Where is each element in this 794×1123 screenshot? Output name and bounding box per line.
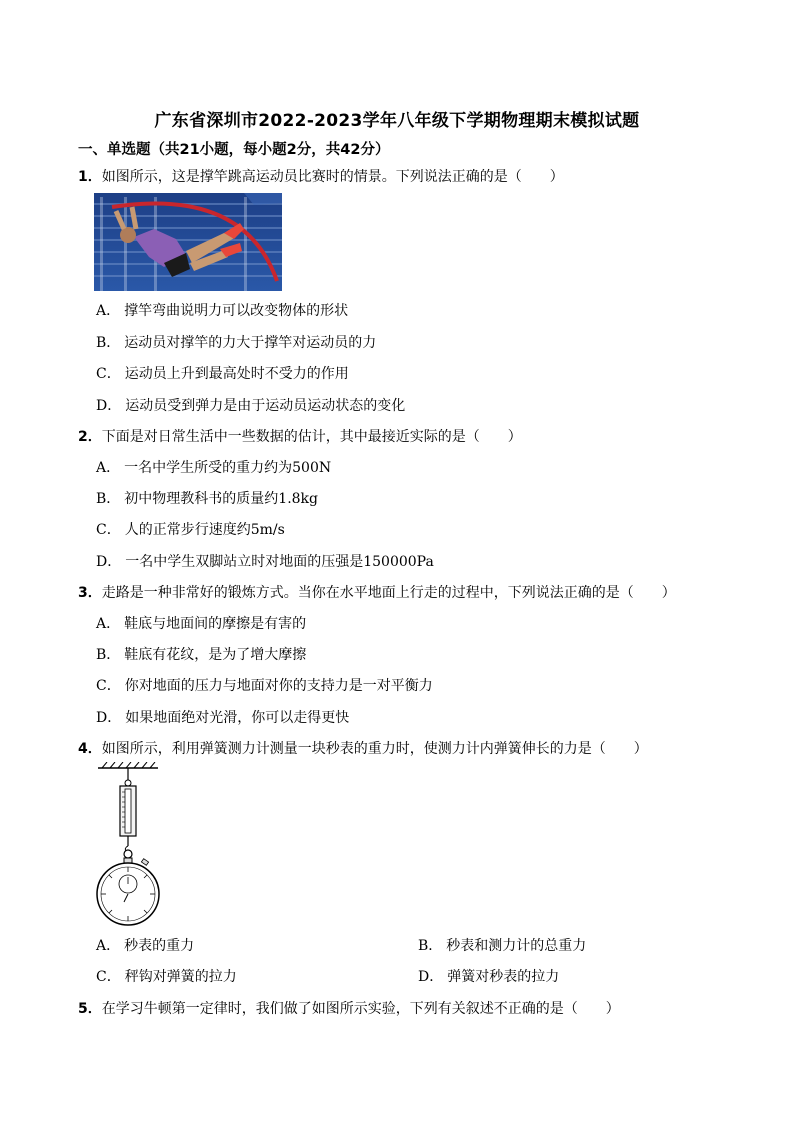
page-title: 广东省深圳市2022-2023学年八年级下学期物理期末模拟试题: [154, 111, 640, 131]
question-number: 4．: [78, 741, 102, 757]
option-1b: B． 运动员对撑竿的力大于撑竿对运动员的力: [96, 335, 377, 351]
question-text: 如图所示，这是撑竿跳高运动员比赛时的情景。下列说法正确的是（ ）: [101, 169, 564, 185]
option-3d: D． 如果地面绝对光滑，你可以走得更快: [96, 710, 350, 726]
question-text: 走路是一种非常好的锻炼方式。当你在水平地面上行走的过程中，下列说法正确的是（ ）: [101, 585, 676, 601]
option-2b: B． 初中物理教科书的质量约1.8kg: [96, 491, 319, 507]
option-4c: C． 秤钩对弹簧的拉力: [96, 969, 237, 985]
option-3c: C． 你对地面的压力与地面对你的支持力是一对平衡力: [96, 678, 433, 694]
option-2a: A． 一名中学生所受的重力约为500N: [96, 460, 332, 476]
option-4a: A． 秒表的重力: [96, 938, 195, 954]
option-2d: D． 一名中学生双脚站立时对地面的压强是150000Pa: [96, 554, 434, 570]
spring-scale-stopwatch-figure: [94, 762, 164, 932]
option-1d: D． 运动员受到弹力是由于运动员运动状态的变化: [96, 398, 406, 414]
option-3b: B． 鞋底有花纹，是为了增大摩擦: [96, 647, 307, 663]
question-number: 1．: [78, 169, 102, 185]
question-5: [78, 998, 620, 1018]
question-4: [78, 738, 648, 758]
section-heading: 一、单选题（共21小题，每小题2分，共42分）: [78, 142, 390, 158]
question-text: 如图所示，利用弹簧测力计测量一块秒表的重力时，使测力计内弹簧伸长的力是（ ）: [101, 741, 648, 757]
question-2: [78, 426, 522, 446]
option-3a: A． 鞋底与地面间的摩擦是有害的: [96, 616, 307, 632]
option-2c: C． 人的正常步行速度约5m/s: [96, 522, 285, 538]
question-number: 2．: [78, 429, 102, 445]
question-text: 在学习牛顿第一定律时，我们做了如图所示实验，下列有关叙述不正确的是（ ）: [101, 1001, 620, 1017]
question-number: 5．: [78, 1001, 102, 1017]
option-1c: C． 运动员上升到最高处时不受力的作用: [96, 366, 349, 382]
option-4b: B． 秒表和测力计的总重力: [418, 938, 587, 954]
question-3: [78, 582, 676, 602]
question-text: 下面是对日常生活中一些数据的估计，其中最接近实际的是（ ）: [101, 429, 522, 445]
option-4d: D． 弹簧对秒表的拉力: [418, 969, 560, 985]
question-1: [78, 166, 564, 186]
pole-vault-photo: [94, 193, 282, 291]
option-1a: A． 撑竿弯曲说明力可以改变物体的形状: [96, 303, 349, 319]
question-number: 3．: [78, 585, 102, 601]
